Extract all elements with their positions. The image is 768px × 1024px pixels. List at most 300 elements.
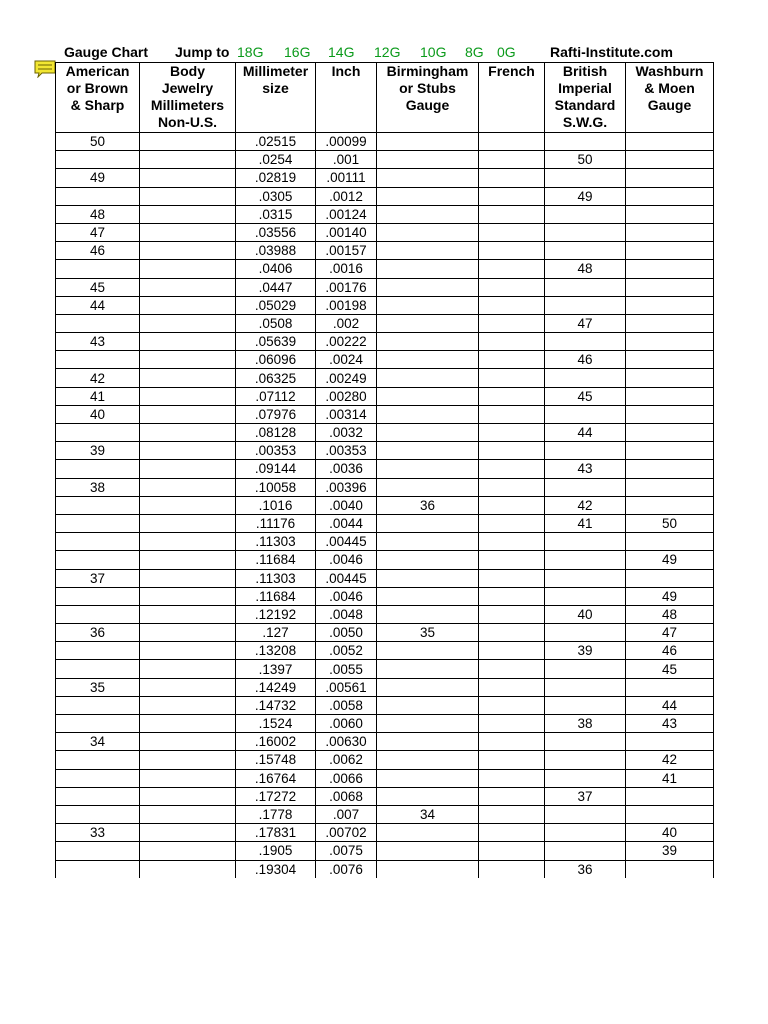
table-cell: 34	[56, 733, 140, 751]
table-cell: .15748	[236, 751, 316, 769]
table-cell	[479, 314, 545, 332]
table-cell	[479, 278, 545, 296]
table-cell: 48	[545, 260, 626, 278]
table-cell	[479, 587, 545, 605]
table-cell	[377, 824, 479, 842]
table-cell: 38	[56, 478, 140, 496]
table-cell	[377, 514, 479, 532]
table-cell	[545, 369, 626, 387]
table-cell	[479, 696, 545, 714]
table-cell: .00353	[316, 442, 377, 460]
table-cell	[377, 842, 479, 860]
table-cell	[140, 387, 236, 405]
table-cell: .1905	[236, 842, 316, 860]
table-cell	[140, 678, 236, 696]
table-cell	[626, 460, 714, 478]
table-cell: 44	[56, 296, 140, 314]
table-cell: 44	[545, 424, 626, 442]
table-cell	[140, 369, 236, 387]
table-cell	[140, 496, 236, 514]
table-cell	[140, 569, 236, 587]
table-cell	[140, 824, 236, 842]
table-cell	[56, 715, 140, 733]
table-cell	[377, 678, 479, 696]
jump-link-14g[interactable]: 14G	[328, 44, 355, 60]
table-cell: .00314	[316, 405, 377, 423]
table-cell	[377, 296, 479, 314]
table-row	[56, 351, 714, 369]
table-cell	[377, 169, 479, 187]
table-cell	[377, 333, 479, 351]
table-cell: 50	[56, 133, 140, 151]
table-row	[56, 387, 714, 405]
table-row	[56, 587, 714, 605]
table-cell	[545, 242, 626, 260]
table-cell: .0036	[316, 460, 377, 478]
table-cell	[56, 660, 140, 678]
table-row	[56, 824, 714, 842]
table-cell: .14249	[236, 678, 316, 696]
table-cell	[479, 533, 545, 551]
table-cell	[377, 660, 479, 678]
table-cell	[140, 223, 236, 241]
table-cell: .1397	[236, 660, 316, 678]
table-cell: 39	[626, 842, 714, 860]
table-cell: 50	[626, 514, 714, 532]
jump-link-18g[interactable]: 18G	[237, 44, 264, 60]
table-cell	[626, 442, 714, 460]
table-row	[56, 787, 714, 805]
table-cell	[626, 296, 714, 314]
table-cell: 49	[56, 169, 140, 187]
table-cell	[140, 405, 236, 423]
table-cell	[479, 296, 545, 314]
table-cell: .00702	[316, 824, 377, 842]
table-row	[56, 660, 714, 678]
table-cell	[140, 587, 236, 605]
table-cell	[626, 496, 714, 514]
table-cell: .1016	[236, 496, 316, 514]
table-cell: 36	[545, 860, 626, 878]
table-cell: .06325	[236, 369, 316, 387]
table-cell: .00176	[316, 278, 377, 296]
table-cell	[545, 751, 626, 769]
table-cell: .0048	[316, 605, 377, 623]
table-cell: .0305	[236, 187, 316, 205]
table-cell: 40	[56, 405, 140, 423]
table-cell: .00222	[316, 333, 377, 351]
column-header: Washburn & Moen Gauge	[626, 63, 714, 133]
table-cell	[626, 569, 714, 587]
table-cell	[479, 678, 545, 696]
table-cell: .0032	[316, 424, 377, 442]
table-cell: .00249	[316, 369, 377, 387]
table-cell	[140, 733, 236, 751]
table-cell: .0046	[316, 551, 377, 569]
table-cell	[140, 351, 236, 369]
table-cell	[545, 478, 626, 496]
table-cell	[377, 442, 479, 460]
table-row	[56, 260, 714, 278]
column-header: Millimeter size	[236, 63, 316, 133]
table-cell: .05029	[236, 296, 316, 314]
table-cell	[56, 460, 140, 478]
table-cell: .00561	[316, 678, 377, 696]
table-cell	[56, 769, 140, 787]
table-cell	[479, 424, 545, 442]
table-cell	[479, 351, 545, 369]
table-cell	[479, 169, 545, 187]
table-cell	[140, 805, 236, 823]
table-cell	[479, 624, 545, 642]
table-cell: 40	[545, 605, 626, 623]
column-header: Birmingham or Stubs Gauge	[377, 63, 479, 133]
table-cell	[140, 296, 236, 314]
table-cell	[545, 824, 626, 842]
table-cell	[377, 223, 479, 241]
table-cell	[56, 514, 140, 532]
table-cell	[626, 405, 714, 423]
table-cell	[545, 678, 626, 696]
table-cell: 42	[626, 751, 714, 769]
table-cell	[479, 514, 545, 532]
table-row	[56, 424, 714, 442]
table-cell	[140, 314, 236, 332]
table-cell: .001	[316, 151, 377, 169]
table-cell	[545, 769, 626, 787]
table-cell: .00111	[316, 169, 377, 187]
table-cell: .0254	[236, 151, 316, 169]
table-cell	[140, 605, 236, 623]
table-cell	[626, 678, 714, 696]
table-row	[56, 151, 714, 169]
table-cell	[545, 223, 626, 241]
table-cell: .0024	[316, 351, 377, 369]
table-cell: 49	[626, 551, 714, 569]
table-cell	[545, 205, 626, 223]
table-cell	[626, 478, 714, 496]
table-cell: .10058	[236, 478, 316, 496]
table-row	[56, 133, 714, 151]
table-cell: .06096	[236, 351, 316, 369]
table-cell	[377, 369, 479, 387]
table-cell	[140, 242, 236, 260]
table-cell	[140, 187, 236, 205]
table-cell	[626, 733, 714, 751]
table-cell: 38	[545, 715, 626, 733]
table-cell: .0058	[316, 696, 377, 714]
table-cell	[479, 805, 545, 823]
table-cell: .0075	[316, 842, 377, 860]
table-cell	[479, 369, 545, 387]
table-cell	[545, 405, 626, 423]
table-cell	[545, 278, 626, 296]
table-cell	[377, 478, 479, 496]
column-header: French	[479, 63, 545, 133]
table-row	[56, 624, 714, 642]
table-cell	[377, 769, 479, 787]
table-cell	[56, 551, 140, 569]
table-cell	[479, 187, 545, 205]
table-cell: 47	[626, 624, 714, 642]
table-cell: 50	[545, 151, 626, 169]
table-row	[56, 551, 714, 569]
table-row	[56, 278, 714, 296]
table-row	[56, 842, 714, 860]
table-cell	[56, 496, 140, 514]
table-row	[56, 205, 714, 223]
table-cell	[56, 187, 140, 205]
table-cell: .00140	[316, 223, 377, 241]
table-cell	[479, 660, 545, 678]
table-cell	[626, 860, 714, 878]
table-cell	[545, 551, 626, 569]
table-cell: 39	[56, 442, 140, 460]
table-cell: .11303	[236, 569, 316, 587]
table-cell	[626, 187, 714, 205]
table-cell	[626, 242, 714, 260]
table-cell	[140, 424, 236, 442]
table-cell: .007	[316, 805, 377, 823]
table-cell: 49	[626, 587, 714, 605]
table-cell: .00157	[316, 242, 377, 260]
table-cell: .0046	[316, 587, 377, 605]
table-cell	[377, 751, 479, 769]
table-row	[56, 769, 714, 787]
table-cell: .0050	[316, 624, 377, 642]
table-cell	[56, 587, 140, 605]
column-header: Body Jewelry Millimeters Non-U.S.	[140, 63, 236, 133]
table-cell	[626, 151, 714, 169]
table-cell: 42	[56, 369, 140, 387]
table-cell	[479, 496, 545, 514]
table-cell	[545, 333, 626, 351]
sticky-note-icon[interactable]	[34, 60, 56, 78]
jump-link-12g[interactable]: 12G	[374, 44, 401, 60]
table-cell	[626, 260, 714, 278]
table-cell	[626, 369, 714, 387]
table-cell: 41	[545, 514, 626, 532]
jump-link-0g[interactable]: 0G	[497, 44, 516, 60]
table-cell: .11684	[236, 587, 316, 605]
table-cell	[377, 733, 479, 751]
table-cell	[377, 242, 479, 260]
table-cell	[140, 460, 236, 478]
table-cell	[140, 660, 236, 678]
table-cell	[140, 533, 236, 551]
table-cell	[479, 605, 545, 623]
jump-label: Jump to	[175, 44, 230, 60]
table-cell: .002	[316, 314, 377, 332]
table-body	[56, 133, 714, 878]
table-cell	[140, 169, 236, 187]
table-cell	[377, 460, 479, 478]
table-cell	[56, 642, 140, 660]
table-cell	[377, 533, 479, 551]
table-cell: .03556	[236, 223, 316, 241]
gauge-table	[55, 62, 714, 878]
table-cell	[56, 351, 140, 369]
table-cell	[545, 442, 626, 460]
table-cell	[56, 805, 140, 823]
table-cell: 34	[377, 805, 479, 823]
table-cell: .0060	[316, 715, 377, 733]
table-cell: .00353	[236, 442, 316, 460]
table-cell: .00124	[316, 205, 377, 223]
table-cell	[377, 133, 479, 151]
table-cell	[140, 860, 236, 878]
table-cell: .07112	[236, 387, 316, 405]
table-cell	[626, 205, 714, 223]
table-cell: 48	[56, 205, 140, 223]
table-cell: 43	[545, 460, 626, 478]
table-cell: 49	[545, 187, 626, 205]
table-row	[56, 805, 714, 823]
table-cell	[377, 860, 479, 878]
table-cell	[377, 387, 479, 405]
table-cell	[377, 405, 479, 423]
table-cell	[479, 824, 545, 842]
table-cell: .08128	[236, 424, 316, 442]
table-cell: .00396	[316, 478, 377, 496]
site-name: Rafti-Institute.com	[550, 44, 673, 60]
table-cell: 44	[626, 696, 714, 714]
table-cell: 39	[545, 642, 626, 660]
table-cell: .05639	[236, 333, 316, 351]
table-cell: .00445	[316, 533, 377, 551]
table-cell: 48	[626, 605, 714, 623]
table-row	[56, 478, 714, 496]
table-row	[56, 678, 714, 696]
table-cell	[626, 387, 714, 405]
table-cell	[545, 733, 626, 751]
table-cell: .0012	[316, 187, 377, 205]
table-cell	[479, 642, 545, 660]
table-cell: 43	[56, 333, 140, 351]
table-cell: .1524	[236, 715, 316, 733]
table-cell	[140, 842, 236, 860]
table-header-row	[56, 63, 714, 133]
table-cell: 40	[626, 824, 714, 842]
table-cell	[377, 314, 479, 332]
table-cell: 41	[56, 387, 140, 405]
jump-link-16g[interactable]: 16G	[284, 44, 311, 60]
table-cell	[140, 751, 236, 769]
table-row	[56, 405, 714, 423]
table-cell: 46	[545, 351, 626, 369]
table-cell	[140, 696, 236, 714]
table-cell	[626, 805, 714, 823]
table-cell: 46	[56, 242, 140, 260]
table-cell	[626, 787, 714, 805]
table-cell: .00630	[316, 733, 377, 751]
table-cell	[377, 569, 479, 587]
table-cell	[377, 278, 479, 296]
table-row	[56, 860, 714, 878]
table-cell	[377, 351, 479, 369]
table-cell	[545, 587, 626, 605]
table-cell	[377, 551, 479, 569]
table-row	[56, 696, 714, 714]
table-row	[56, 369, 714, 387]
table-cell	[377, 642, 479, 660]
table-cell	[140, 205, 236, 223]
table-cell	[545, 169, 626, 187]
table-cell: .09144	[236, 460, 316, 478]
top-bar	[0, 44, 768, 62]
table-cell: .00198	[316, 296, 377, 314]
table-cell	[479, 860, 545, 878]
table-cell	[479, 260, 545, 278]
table-cell: .0447	[236, 278, 316, 296]
table-cell	[626, 424, 714, 442]
jump-link-8g[interactable]: 8G	[465, 44, 484, 60]
table-cell	[545, 805, 626, 823]
table-cell	[479, 387, 545, 405]
jump-link-10g[interactable]: 10G	[420, 44, 447, 60]
table-cell: .11684	[236, 551, 316, 569]
table-cell: .0040	[316, 496, 377, 514]
table-cell: .0076	[316, 860, 377, 878]
table-cell: .0055	[316, 660, 377, 678]
table-cell	[56, 533, 140, 551]
table-cell	[140, 715, 236, 733]
table-row	[56, 460, 714, 478]
table-cell	[545, 569, 626, 587]
table-cell	[140, 787, 236, 805]
table-cell: 46	[626, 642, 714, 660]
table-row	[56, 169, 714, 187]
table-row	[56, 314, 714, 332]
table-cell: .11176	[236, 514, 316, 532]
table-cell: .14732	[236, 696, 316, 714]
table-row	[56, 514, 714, 532]
table-cell	[377, 260, 479, 278]
table-cell: .0508	[236, 314, 316, 332]
table-row	[56, 642, 714, 660]
table-cell	[140, 769, 236, 787]
table-cell	[377, 151, 479, 169]
table-cell: 47	[545, 314, 626, 332]
table-cell: .13208	[236, 642, 316, 660]
table-cell	[479, 751, 545, 769]
table-cell	[140, 260, 236, 278]
table-cell: 37	[545, 787, 626, 805]
table-cell	[56, 787, 140, 805]
table-cell	[140, 151, 236, 169]
table-cell	[626, 169, 714, 187]
table-cell: .1778	[236, 805, 316, 823]
table-cell	[377, 787, 479, 805]
table-cell	[545, 533, 626, 551]
table-row	[56, 296, 714, 314]
table-cell	[626, 333, 714, 351]
table-row	[56, 442, 714, 460]
column-header: Inch	[316, 63, 377, 133]
table-cell	[479, 242, 545, 260]
table-cell: .00099	[316, 133, 377, 151]
table-row	[56, 751, 714, 769]
table-cell	[140, 133, 236, 151]
table-cell: .12192	[236, 605, 316, 623]
table-cell	[56, 260, 140, 278]
table-cell: 45	[626, 660, 714, 678]
table-cell	[56, 424, 140, 442]
table-cell	[56, 751, 140, 769]
table-cell	[56, 314, 140, 332]
table-cell	[545, 660, 626, 678]
table-cell	[479, 551, 545, 569]
